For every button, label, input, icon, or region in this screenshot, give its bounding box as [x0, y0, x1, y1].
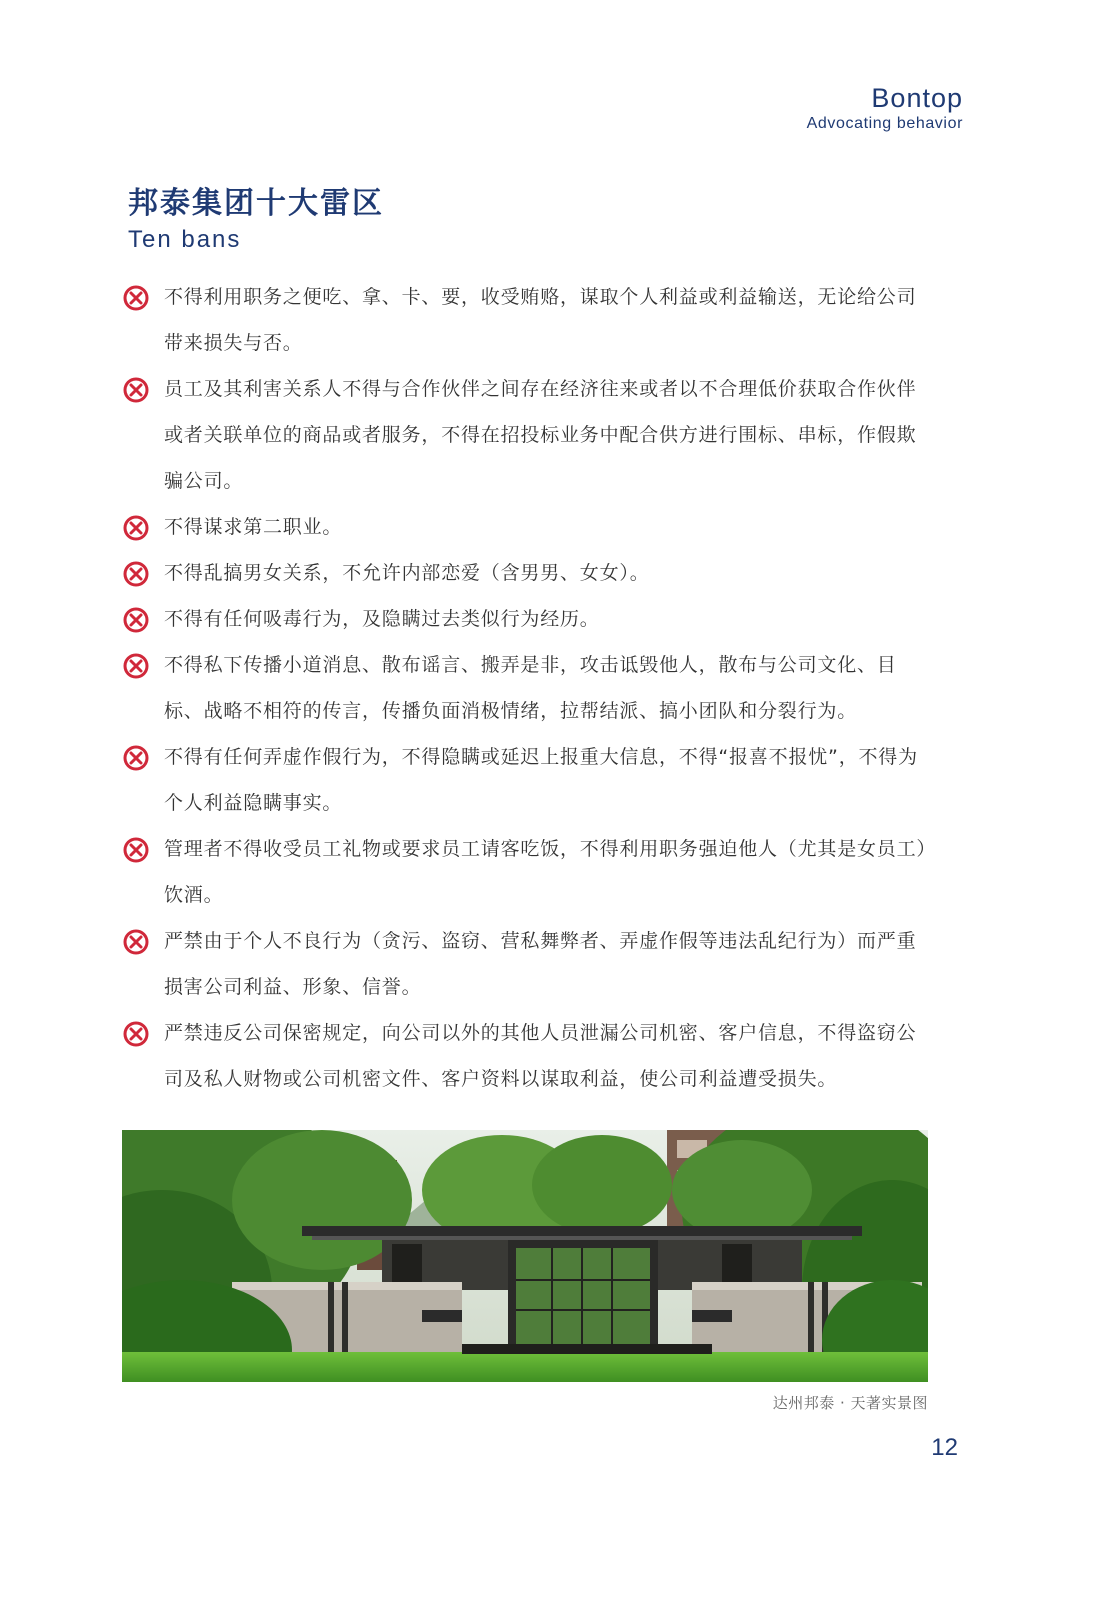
page-number: 12: [931, 1434, 958, 1461]
ban-text: 员工及其利害关系人不得与合作伙伴之间存在经济往来或者以不合理低价获取合作伙伴或者关联单位的商品或者服务，不得在招投标业务中配合供方进行围标、串标，作假欺骗公司。: [164, 378, 917, 492]
ban-text: 不得利用职务之便吃、拿、卡、要，收受贿赂，谋取个人利益或利益输送，无论给公司带来损失与否。: [164, 286, 917, 354]
section-title-en: Ten bans: [128, 226, 242, 253]
ban-item: [122, 550, 932, 596]
ten-bans-list: [122, 274, 932, 1102]
x-circle-icon: [122, 652, 150, 680]
ban-item: [122, 642, 932, 734]
garden-gate-illustration: [122, 1130, 928, 1382]
section-title-cn: 邦泰集团十大雷区: [128, 186, 384, 221]
ban-text: 不得谋求第二职业。: [164, 516, 343, 538]
x-circle-icon: [122, 928, 150, 956]
section-title-block: [128, 184, 384, 254]
ban-text: 严禁违反公司保密规定，向公司以外的其他人员泄漏公司机密、客户信息，不得盗窃公司及私人财物或公司机密文件、客户资料以谋取利益，使公司利益遭受损失。: [164, 1022, 917, 1090]
x-circle-icon: [122, 836, 150, 864]
ban-item: [122, 504, 932, 550]
ban-item: [122, 366, 932, 504]
garden-gate-photo: [122, 1130, 928, 1382]
ban-text: 严禁由于个人不良行为（贪污、盗窃、营私舞弊者、弄虚作假等违法乱纪行为）而严重损害公司利益、形象、信誉。: [164, 930, 917, 998]
x-circle-icon: [122, 560, 150, 588]
ban-item: [122, 274, 932, 366]
x-circle-icon: [122, 1020, 150, 1048]
ban-item: [122, 734, 932, 826]
brand-tagline: Advocating behavior: [806, 115, 963, 132]
ban-item: [122, 1010, 932, 1102]
x-circle-icon: [122, 514, 150, 542]
ban-text: 不得有任何吸毒行为，及隐瞒过去类似行为经历。: [164, 608, 600, 630]
x-circle-icon: [122, 284, 150, 312]
x-circle-icon: [122, 376, 150, 404]
ban-item: [122, 826, 932, 918]
x-circle-icon: [122, 744, 150, 772]
ban-item: [122, 918, 932, 1010]
ban-text: 不得私下传播小道消息、散布谣言、搬弄是非，攻击诋毁他人，散布与公司文化、目标、战略不相符的传言，传播负面消极情绪，拉帮结派、搞小团队和分裂行为。: [164, 654, 897, 722]
brand-header: [807, 82, 963, 134]
ban-text: 管理者不得收受员工礼物或要求员工请客吃饭，不得利用职务强迫他人（尤其是女员工）饮酒。: [164, 838, 927, 906]
ban-item: [122, 596, 932, 642]
ban-text: 不得有任何弄虚作假行为，不得隐瞒或延迟上报重大信息，不得“报喜不报忧”，不得为个人利益隐瞒事实。: [164, 746, 918, 814]
x-circle-icon: [122, 606, 150, 634]
photo-caption: 达州邦泰 · 天著实景图: [772, 1394, 928, 1412]
brand-name: Bontop: [871, 83, 963, 113]
ban-text: 不得乱搞男女关系，不允许内部恋爱（含男男、女女）。: [164, 562, 650, 584]
